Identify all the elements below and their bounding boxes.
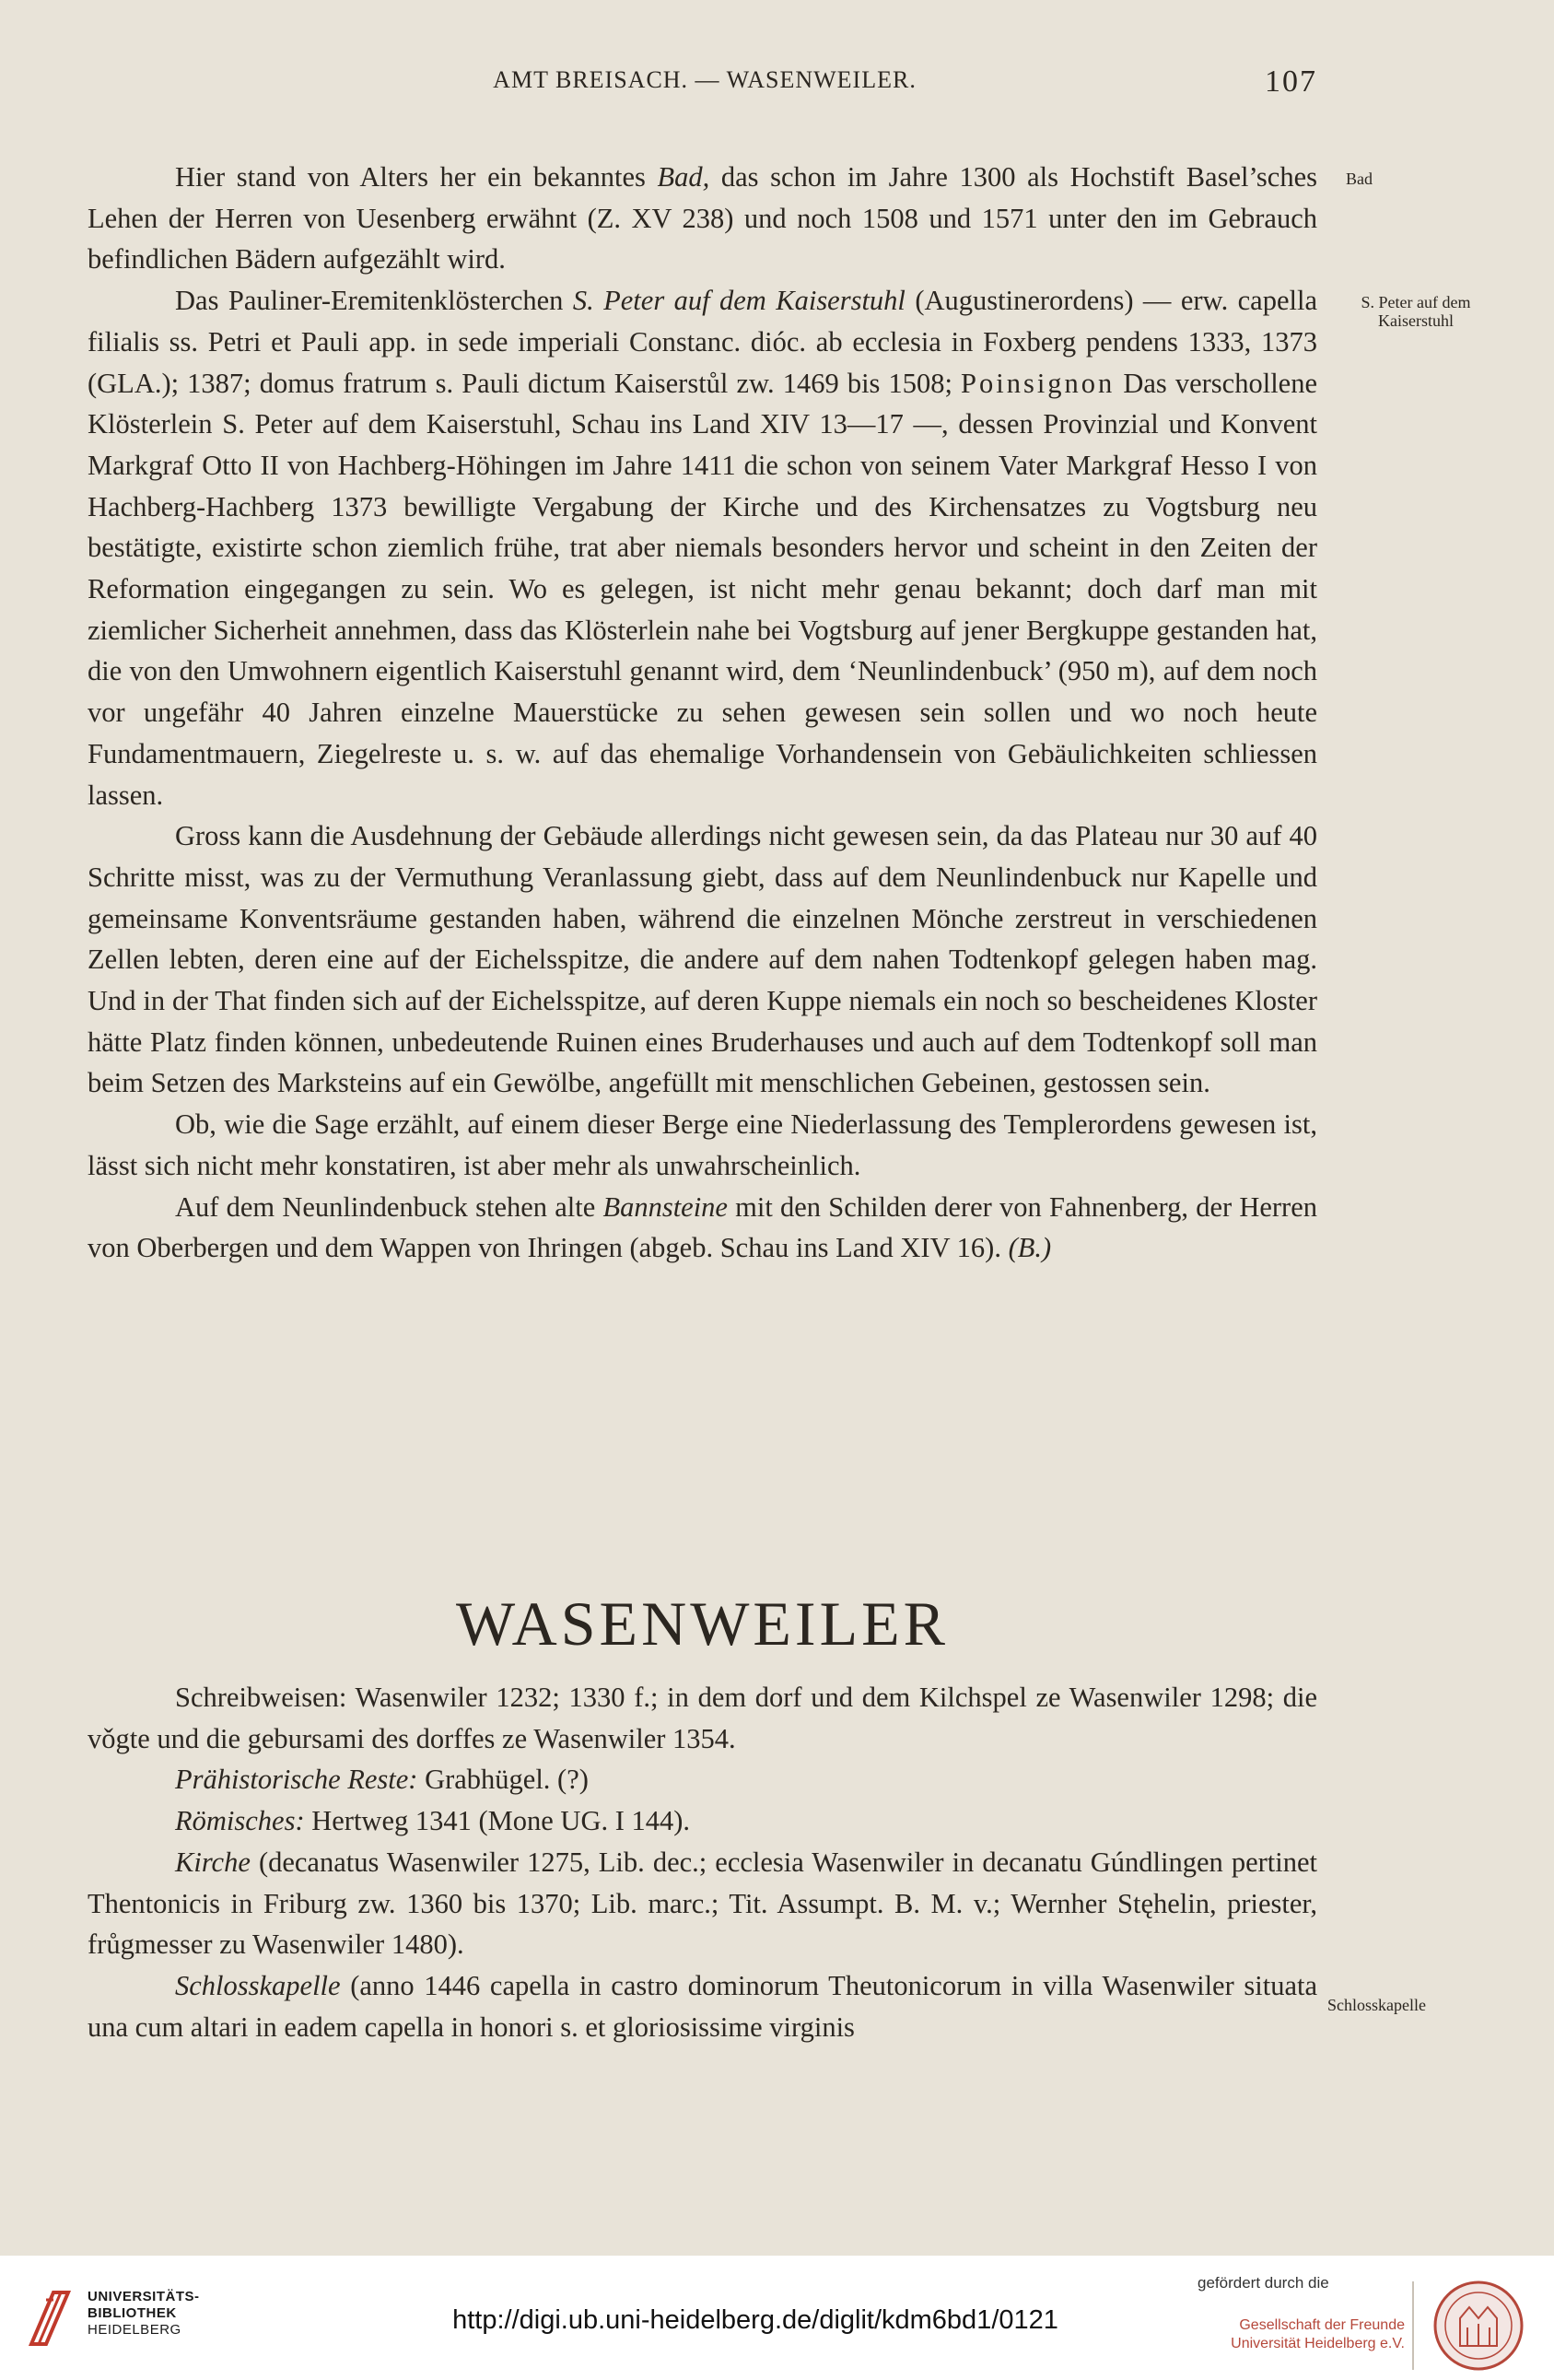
marginal-note-s-peter-line1: S. Peter auf dem (1361, 293, 1471, 311)
text-run: Hertweg 1341 (Mone UG. I 144). (304, 1805, 691, 1837)
paragraph-roemisches (88, 1800, 1317, 1842)
author-signature: (B.) (1008, 1232, 1052, 1264)
page-number: 107 (1265, 64, 1317, 99)
text-run: (anno 1446 capella in castro dominorum Theutonicorum in villa Wasenwiler situata una cum altari in eadem capella in honori s. et gloriosissime virginis (88, 1969, 1317, 2043)
sponsor-label: gefördert durch die (1198, 2274, 1329, 2292)
text-run: das schon im Jahre 1300 als Hochstift Basel’sches Lehen der Herren von Uesenberg erwähnt (Z. XV 238) und noch 1508 und 1571 unter den im Gebrauch befindlichen Bädern aufgezählt wird. (88, 161, 1317, 276)
author-name: Poinsignon (961, 367, 1116, 399)
paragraph-bad (88, 157, 1317, 280)
university-library-logo-icon (26, 2283, 74, 2350)
running-head: AMT BREISACH. — WASENWEILER. (493, 66, 917, 93)
text-run: Das Pauliner-Eremitenklösterchen (175, 285, 573, 317)
sponsor-name (1193, 2316, 1405, 2353)
viewer-footer (0, 2256, 1554, 2380)
sponsor-name-line2: Universität Heidelberg e.V. (1231, 2336, 1405, 2351)
italic-term: Bad, (657, 161, 710, 193)
text-run: Das verschollene Klösterlein S. Peter auf dem Kaiserstuhl, Schau ins Land XIV 13—17 —, dessen Provinzial und Konvent Markgraf Otto II von Hachberg-Höhingen im Jahre 1411 die schon von seinem Vater Markgraf Hesso I von Hachberg-Hachberg 1373 bewilligte Vergabung der Kirche und des Kirchensatzes zu Vogtsburg neu bestätigte, existirte schon ziemlich frühe, trat aber niemals besonders hervor und scheint in den Zeiten der Reformation eingegangen zu sein. Wo es gelegen, ist nicht mehr genau bekannt; doch darf man mit ziemlicher Sicherheit annehmen, dass das Klösterlein nahe bei Vogtsburg auf jener Bergkuppe gestanden hat, die von den Umwohnern eigentlich Kaiserstuhl genannt wird, dem ‘Neunlindenbuck’ (950 m), auf dem noch vor ungefähr 40 Jahren einzelne Mauerstücke zu sehen gewesen sein sollen und wo noch heute Fundamentmauern, Ziegelreste u. s. w. auf das ehemalige Vorhandensein von Gebäulichkeiten schliessen lassen. (88, 367, 1317, 811)
text-run: Hier stand von Alters her ein bekanntes (175, 161, 658, 193)
marginal-note-bad: Bad (1346, 170, 1373, 188)
marginal-note-schlosskapelle: Schlosskapelle (1327, 1996, 1426, 2014)
text-run: (Augustinerordens) — erw. capella filialis ss. Petri et Pauli app. in sede imperiali Constanc. dióc. ab ecclesia in Foxberg pendens 1333, 1373 (GLA.); 1387; domus fratrum s. Pauli dictum Kaiserstůl zw. 1469 bis 1508; (88, 285, 1317, 399)
entry-label: Schlosskapelle (175, 1969, 341, 2001)
library-name-line3: HEIDELBERG (88, 2322, 181, 2338)
italic-term: S. Peter auf dem Kaiserstuhl (572, 285, 906, 317)
section-heading: WASENWEILER (455, 1589, 949, 1659)
paragraph-praehistorisch (88, 1759, 1317, 1800)
entry-label: Prähistorische Reste: (175, 1764, 418, 1796)
footer-divider (1412, 2281, 1414, 2370)
permalink-url[interactable]: http://digi.ub.uni-heidelberg.de/diglit/kdm6bd1/0121 (452, 2305, 1058, 2335)
entry-label: Kirche (175, 1846, 251, 1878)
library-name-line2: BIBLIOTHEK (88, 2305, 177, 2321)
university-seal-icon (1432, 2280, 1525, 2372)
wasenweiler-text (88, 1677, 1317, 2047)
paragraph-ausdehnung: Gross kann die Ausdehnung der Gebäude allerdings nicht gewesen sein, da das Plateau nur 30 auf 40 Schritte misst, was zu der Vermuthung Veranlassung giebt, dass auf dem Neunlindenbuck nur Kapelle und gemeinsame Konventsräume gestanden haben, während die einzelnen Mönche zerstreut in verschiedenen Zellen lebten, deren eine auf der Eichelsspitze, die andere auf dem nahen Todtenkopf gelegen haben mag. Und in der That finden sich auf der Eichelsspitze, auf deren Kuppe niemals ein noch so bescheidenes Kloster hätte Platz finden können, unbedeutende Ruinen eines Bruderhauses und auch auf dem Todtenkopf soll man beim Setzen des Marksteins auf ein Gewölbe, angefüllt mit menschlichen Gebeinen, gestossen sein. (88, 820, 1317, 1099)
text-run: Auf dem Neunlindenbuck stehen alte (175, 1190, 603, 1223)
breisach-text (88, 157, 1317, 1269)
paragraph-bannsteine (88, 1187, 1317, 1269)
marginal-note-s-peter-line2: Kaiserstuhl (1378, 311, 1454, 330)
paragraph-kirche (88, 1842, 1317, 1965)
sponsor-name-line1: Gesellschaft der Freunde (1239, 2317, 1405, 2333)
text-run: mit den Schilden derer von Fahnenberg, der Herren von Oberbergen und dem Wappen von Ihringen (abgeb. Schau ins Land XIV 16). (88, 1190, 1317, 1264)
library-name (88, 2289, 200, 2339)
paragraph-s-peter (88, 280, 1317, 815)
paragraph-schreibweisen: Schreibweisen: Wasenwiler 1232; 1330 f.; in dem dorf und dem Kilchspel ze Wasenwiler 1298; die vǒgte und die gebursami des dorffes ze Wasenwiler 1354. (88, 1682, 1317, 1754)
library-name-line1: UNIVERSITÄTS- (88, 2289, 200, 2304)
marginal-note-s-peter (1338, 293, 1494, 330)
paragraph-templer: Ob, wie die Sage erzählt, auf einem dieser Berge eine Niederlassung des Templerordens gewesen ist, lässt sich nicht mehr konstatiren, ist aber mehr als unwahrscheinlich. (88, 1108, 1317, 1181)
italic-term: Bannsteine (602, 1190, 728, 1223)
text-run: Grabhügel. (?) (417, 1764, 589, 1796)
paragraph-schlosskapelle (88, 1965, 1317, 2047)
text-run: (decanatus Wasenwiler 1275, Lib. dec.; ecclesia Wasenwiler in decanatu Gúndlingen pertinet Thentonicis in Friburg zw. 1360 bis 1370; Lib. marc.; Tit. Assumpt. B. M. v.; Wernher Stęhelin, priester, frůgmesser zu Wasenwiler 1480). (88, 1846, 1317, 1961)
entry-label: Römisches: (175, 1805, 305, 1837)
